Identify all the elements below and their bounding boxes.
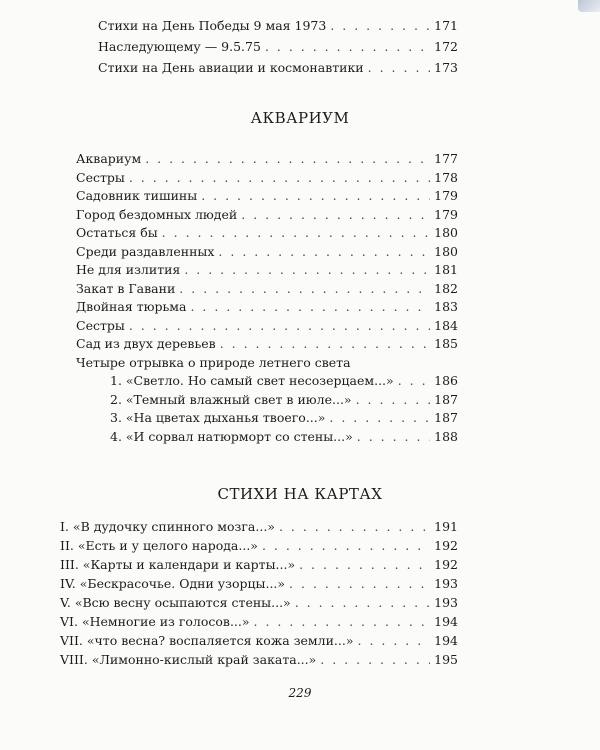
toc-entry-title: Закат в Гавани (76, 280, 176, 296)
toc-entry-page: 181 (434, 262, 458, 277)
toc-entry (76, 281, 458, 297)
toc-entry-numeral: I. (60, 519, 69, 534)
toc-entry-page: 195 (434, 652, 458, 667)
toc-entry-page: 183 (434, 299, 458, 314)
toc-entry-title: «Бескрасочье. Одни узорцы...» (79, 576, 286, 591)
toc-entry-title: Наследующему — 9.5.75 (98, 39, 261, 54)
toc-entry (76, 151, 458, 167)
toc-entry-page: 173 (434, 60, 458, 75)
toc-subentry-title: 4. «И сорвал натюрморт со стены...» (110, 428, 353, 444)
toc-entry-title: Сестры (76, 169, 125, 185)
toc-leader-dots (368, 60, 430, 76)
toc-entry (60, 595, 458, 611)
toc-leader-dots (184, 262, 430, 278)
toc-entry-title: «Немногие из голосов...» (81, 614, 250, 629)
toc-entry-page: 193 (434, 595, 458, 610)
toc-leader-dots (265, 39, 430, 55)
toc-entry (98, 18, 458, 34)
toc-entry-page: 184 (434, 317, 458, 333)
toc-entry-title: Сестры (76, 317, 125, 333)
toc-entry-page: 192 (434, 557, 458, 572)
toc-entry-numeral: IV. (60, 576, 76, 591)
toc-entry (60, 557, 458, 573)
toc-entry-title: Стихи на День авиации и космонавтики (98, 60, 364, 75)
toc-leader-dots (299, 557, 430, 573)
toc-entry-page: 182 (434, 280, 458, 296)
toc-entry-title: Аквариум (76, 151, 142, 166)
toc-entry-title: Садовник тишины (76, 188, 198, 203)
toc-entry-page: 180 (434, 243, 458, 259)
toc-entry (98, 60, 458, 76)
toc-entry-page: 193 (434, 576, 458, 591)
section-heading: СТИХИ НА КАРТАХ (217, 485, 383, 503)
toc-subentry (110, 392, 458, 408)
toc-entry (76, 262, 458, 278)
toc-group-title-text: Четыре отрывка о природе летнего света (76, 354, 351, 370)
toc-entry-title: Город бездомных людей (76, 206, 238, 222)
toc-entry (76, 299, 458, 315)
toc-entry-page: 180 (434, 225, 458, 240)
toc-entry-title: «Есть и у целого народа...» (77, 538, 258, 553)
toc-entry-numeral: V. (60, 595, 71, 610)
toc-leader-dots (320, 652, 430, 668)
toc-entry (60, 614, 458, 630)
toc-entry (76, 336, 458, 352)
toc-entry-page: 179 (434, 206, 458, 222)
toc-entry-page: 171 (434, 18, 458, 33)
toc-subentry-page: 186 (434, 373, 458, 388)
toc-leader-dots (357, 429, 430, 445)
toc-entry (60, 519, 458, 535)
toc-subentry (110, 373, 458, 389)
toc-leader-dots (254, 614, 431, 630)
toc-subentry-page: 188 (434, 428, 458, 444)
toc-leader-dots (330, 18, 430, 34)
toc-entry (60, 538, 458, 554)
toc-entry-numeral: II. (60, 538, 74, 553)
toc-leader-dots (262, 538, 430, 554)
toc-leader-dots (295, 595, 430, 611)
toc-subentry-title: 1. «Светло. Но самый свет несозерцаем...» (110, 373, 394, 388)
section-heading: АКВАРИУМ (250, 109, 350, 127)
toc-entry-title: «что весна? воспаляется кожа земли...» (86, 633, 354, 648)
toc-entry-page: 194 (434, 633, 458, 648)
toc-entry (60, 652, 458, 668)
toc-entry-title: «В дудочку спинного мозга...» (72, 519, 275, 534)
toc-leader-dots (129, 318, 430, 334)
toc-entry-page: 185 (434, 336, 458, 351)
toc-subentry-title: 2. «Темный влажный свет в июле...» (110, 391, 352, 407)
toc-entry-title: «Лимонно-кислый край заката...» (91, 652, 317, 667)
toc-leader-dots (398, 373, 430, 389)
toc-entry-page: 178 (434, 169, 458, 185)
toc-entry-page: 172 (434, 39, 458, 54)
toc-entry-title: Остаться бы (76, 225, 158, 240)
toc-leader-dots (129, 170, 430, 186)
toc-entry (76, 318, 458, 334)
toc-subentry (110, 410, 458, 426)
toc-entry-numeral: VII. (60, 633, 83, 648)
toc-entry-numeral: VI. (60, 614, 78, 629)
toc-leader-dots (358, 633, 431, 649)
toc-leader-dots (241, 207, 430, 223)
toc-entry-page: 179 (434, 188, 458, 203)
toc-entry-page: 191 (434, 519, 458, 534)
toc-leader-dots (289, 576, 430, 592)
toc-entry-page: 194 (434, 614, 458, 629)
toc-entry-title: Стихи на День Победы 9 мая 1973 (98, 18, 327, 33)
toc-subentry-page: 187 (434, 391, 458, 407)
toc-subentry-page: 187 (434, 410, 458, 425)
toc-entry-numeral: III. (60, 557, 79, 572)
toc-entry (60, 576, 458, 592)
toc-entry (76, 170, 458, 186)
toc-group-title (76, 355, 458, 371)
toc-entry-title: Двойная тюрьма (76, 299, 187, 314)
toc-entry-title: Сад из двух деревьев (76, 336, 216, 351)
toc-entry (76, 225, 458, 241)
toc-leader-dots (162, 225, 430, 241)
toc-entry-title: Не для излития (76, 262, 181, 277)
toc-leader-dots (190, 299, 430, 315)
toc-entry (60, 633, 458, 649)
toc-leader-dots (279, 519, 430, 535)
toc-leader-dots (179, 281, 430, 297)
toc-leader-dots (201, 188, 430, 204)
toc-entry (76, 244, 458, 260)
toc-leader-dots (356, 392, 431, 408)
toc-entry-title: «Карты и календари и карты...» (82, 557, 296, 572)
toc-entry-title: Среди раздавленных (76, 243, 215, 259)
toc-entry (98, 39, 458, 55)
toc-leader-dots (145, 151, 430, 167)
toc-entry-page: 177 (434, 151, 458, 166)
toc-leader-dots (218, 244, 430, 260)
toc-subentry-title: 3. «На цветах дыханья твоего...» (110, 410, 326, 425)
toc-leader-dots (329, 410, 430, 426)
toc-entry (76, 207, 458, 223)
toc-entry-page: 192 (434, 538, 458, 553)
scan-corner-mark (578, 0, 600, 12)
page-number: 229 (288, 686, 312, 700)
toc-leader-dots (220, 336, 430, 352)
toc-entry (76, 188, 458, 204)
toc-entry-numeral: VIII. (60, 652, 88, 667)
toc-subentry (110, 429, 458, 445)
toc-entry-title: «Всю весну осыпаются стены...» (74, 595, 291, 610)
